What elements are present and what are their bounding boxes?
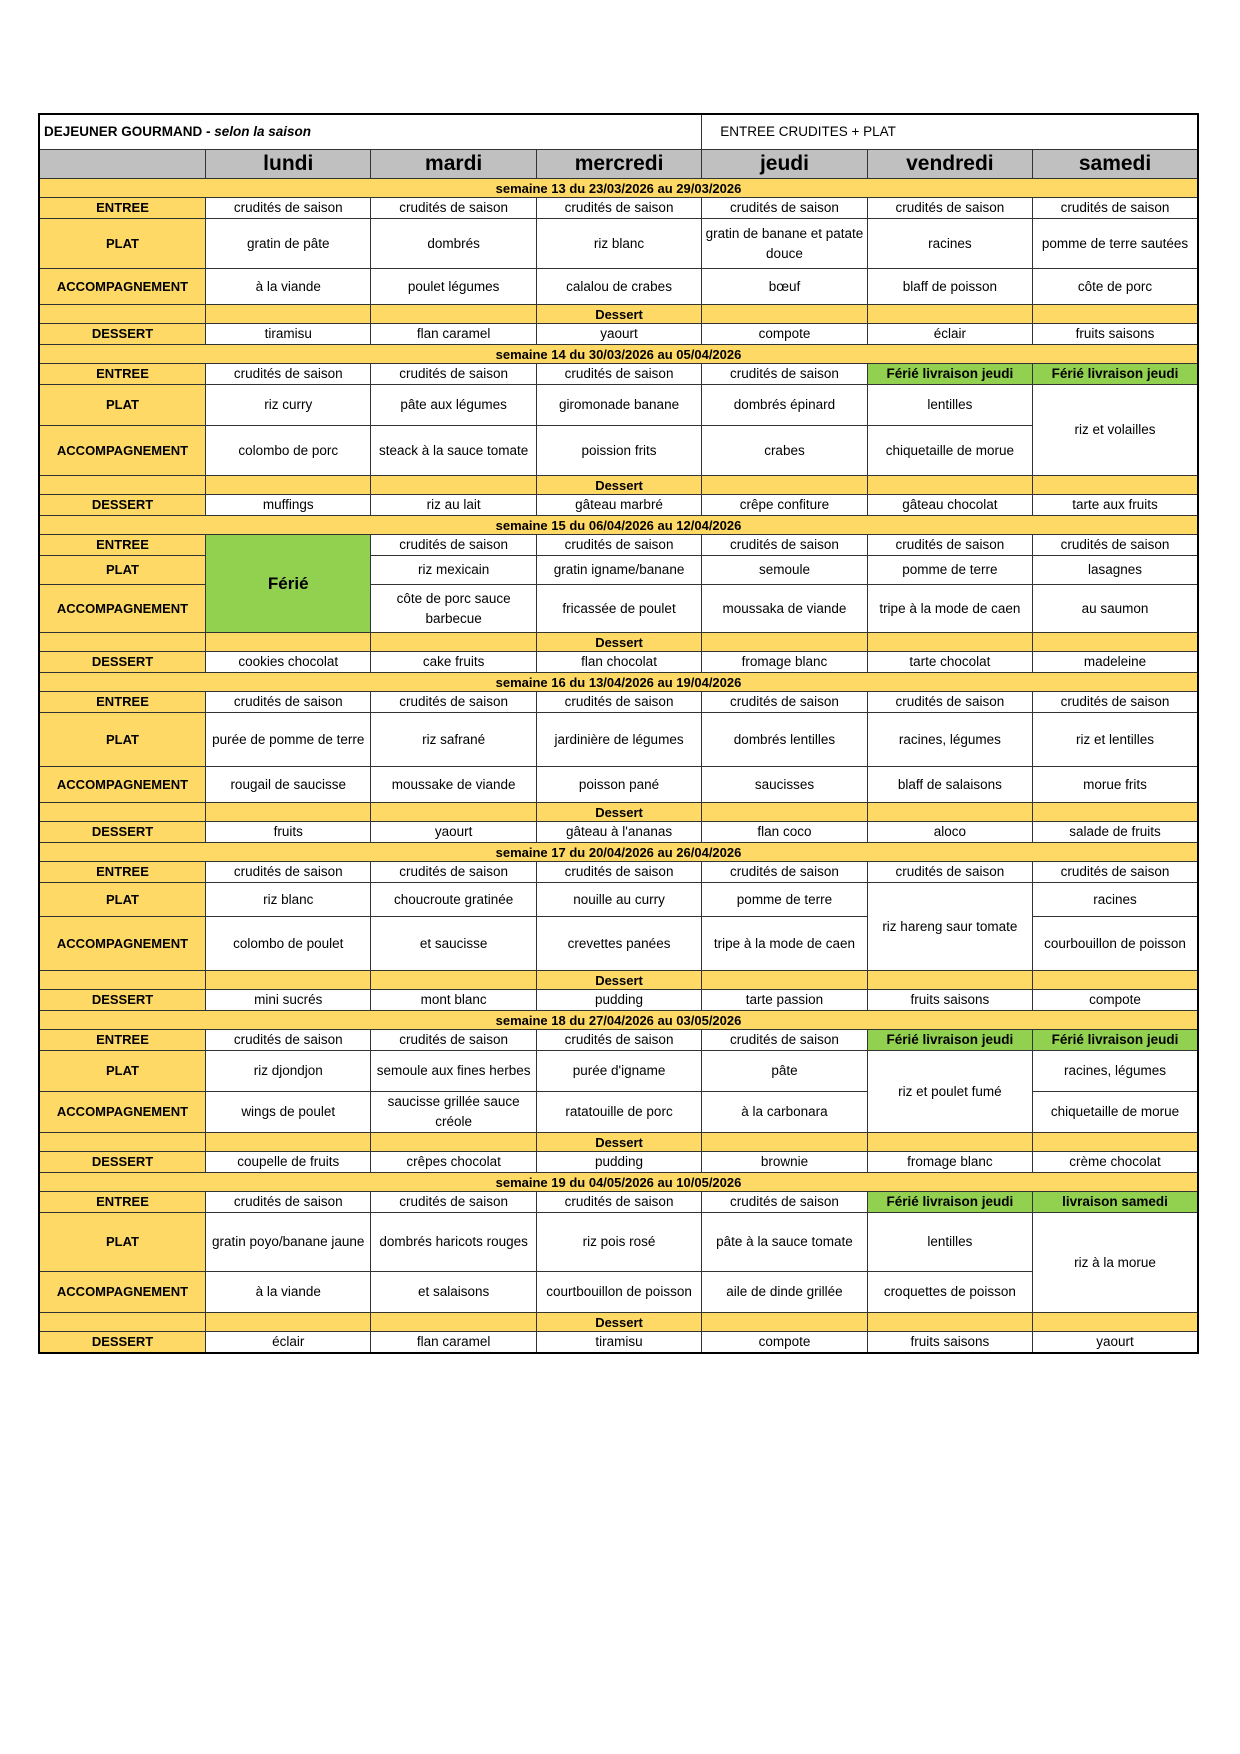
menu-cell: yaourt	[1033, 1332, 1198, 1354]
menu-cell: choucroute gratinée	[371, 883, 536, 917]
menu-cell: crudités de saison	[702, 535, 867, 556]
menu-cell: croquettes de poisson	[867, 1272, 1032, 1313]
menu-cell: flan coco	[702, 822, 867, 843]
menu-cell: mini sucrés	[206, 990, 371, 1011]
menu-cell: ratatouille de porc	[536, 1092, 701, 1133]
menu-cell: lentilles	[867, 1213, 1032, 1272]
menu-cell: poisson pané	[536, 767, 701, 803]
menu-cell: et saucisse	[371, 917, 536, 971]
menu-cell: riz blanc	[206, 883, 371, 917]
dessert-separator: Dessert	[536, 803, 701, 822]
menu-cell: fromage blanc	[702, 652, 867, 673]
menu-cell: riz djondjon	[206, 1051, 371, 1092]
row-label-dessert: DESSERT	[39, 1152, 206, 1173]
menu-cell: crudités de saison	[371, 1192, 536, 1213]
menu-cell: crêpe confiture	[702, 495, 867, 516]
menu-cell: riz blanc	[536, 219, 701, 269]
row-label-accompagnement: ACCOMPAGNEMENT	[39, 426, 206, 476]
row-label-accompagnement: ACCOMPAGNEMENT	[39, 917, 206, 971]
row-label-entree: ENTREE	[39, 198, 206, 219]
title-right	[702, 114, 1198, 150]
menu-cell: crudités de saison	[702, 198, 867, 219]
menu-cell: tarte chocolat	[867, 652, 1032, 673]
menu-cell: crudités de saison	[702, 862, 867, 883]
menu-cell: crudités de saison	[536, 862, 701, 883]
menu-cell: racines, légumes	[867, 713, 1032, 767]
menu-cell: yaourt	[536, 324, 701, 345]
menu-cell: pudding	[536, 1152, 701, 1173]
menu-cell: crudités de saison	[536, 1192, 701, 1213]
menu-cell: éclair	[206, 1332, 371, 1354]
menu-cell: crudités de saison	[867, 862, 1032, 883]
menu-cell: saucisse grillée sauce créole	[371, 1092, 536, 1133]
dessert-separator: Dessert	[536, 971, 701, 990]
menu-cell: pomme de terre sautées	[1033, 219, 1198, 269]
menu-cell: crudités de saison	[206, 198, 371, 219]
menu-cell: coupelle de fruits	[206, 1152, 371, 1173]
menu-cell: pomme de terre	[867, 556, 1032, 585]
day-header: jeudi	[702, 150, 867, 179]
menu-cell: mont blanc	[371, 990, 536, 1011]
menu-cell: crudités de saison	[867, 198, 1032, 219]
day-header: mardi	[371, 150, 536, 179]
menu-cell: compote	[1033, 990, 1198, 1011]
menu-cell: crudités de saison	[536, 1030, 701, 1051]
menu-cell: crudités de saison	[206, 862, 371, 883]
row-label-plat: PLAT	[39, 219, 206, 269]
week-header: semaine 19 du 04/05/2026 au 10/05/2026	[39, 1173, 1198, 1192]
menu-cell: crudités de saison	[206, 364, 371, 385]
week-header: semaine 13 du 23/03/2026 au 29/03/2026	[39, 179, 1198, 198]
menu-cell: crudités de saison	[536, 535, 701, 556]
menu-cell: saucisses	[702, 767, 867, 803]
menu-cell: muffings	[206, 495, 371, 516]
menu-cell: riz pois rosé	[536, 1213, 701, 1272]
row-label-dessert: DESSERT	[39, 495, 206, 516]
header-blank	[39, 150, 206, 179]
menu-cell: riz curry	[206, 385, 371, 426]
row-label-accompagnement: ACCOMPAGNEMENT	[39, 1272, 206, 1313]
menu-cell: crudités de saison	[536, 198, 701, 219]
row-label-accompagnement: ACCOMPAGNEMENT	[39, 585, 206, 633]
menu-cell: bœuf	[702, 269, 867, 305]
title-italic: selon la saison	[214, 124, 312, 139]
menu-cell: pâte à la sauce tomate	[702, 1213, 867, 1272]
week-header: semaine 14 du 30/03/2026 au 05/04/2026	[39, 345, 1198, 364]
title-right-text: ENTREE CRUDITES + PLAT	[720, 124, 896, 139]
menu-cell: racines	[867, 219, 1032, 269]
page-title	[39, 114, 702, 150]
row-label-plat: PLAT	[39, 385, 206, 426]
menu-cell: crudités de saison	[536, 364, 701, 385]
menu-cell: courtbouillon de poisson	[536, 1272, 701, 1313]
menu-cell: flan chocolat	[536, 652, 701, 673]
menu-cell: côte de porc sauce barbecue	[371, 585, 536, 633]
row-label-plat: PLAT	[39, 556, 206, 585]
menu-cell: gratin poyo/banane jaune	[206, 1213, 371, 1272]
menu-cell: chiquetaille de morue	[1033, 1092, 1198, 1133]
menu-cell: fruits saisons	[867, 1332, 1032, 1354]
menu-cell: dombrés lentilles	[702, 713, 867, 767]
holiday-cell-ferie: Férié	[206, 535, 371, 633]
row-label-dessert: DESSERT	[39, 1332, 206, 1354]
menu-cell: poission frits	[536, 426, 701, 476]
menu-cell: blaff de salaisons	[867, 767, 1032, 803]
menu-cell: courbouillon de poisson	[1033, 917, 1198, 971]
menu-cell: racines	[1033, 883, 1198, 917]
menu-cell: fromage blanc	[867, 1152, 1032, 1173]
title-main: DEJEUNER GOURMAND	[44, 124, 203, 139]
menu-cell: crudités de saison	[702, 1192, 867, 1213]
row-label-accompagnement: ACCOMPAGNEMENT	[39, 269, 206, 305]
menu-cell: colombo de poulet	[206, 917, 371, 971]
menu-cell-merged: riz à la morue	[1033, 1213, 1198, 1313]
menu-table	[38, 113, 1199, 1354]
menu-cell: crudités de saison	[1033, 862, 1198, 883]
dessert-separator: Dessert	[536, 305, 701, 324]
menu-cell: rougail de saucisse	[206, 767, 371, 803]
menu-cell: crevettes panées	[536, 917, 701, 971]
menu-cell-merged: riz et volailles	[1033, 385, 1198, 476]
menu-cell: crudités de saison	[206, 1030, 371, 1051]
menu-cell: crudités de saison	[536, 692, 701, 713]
menu-cell: chiquetaille de morue	[867, 426, 1032, 476]
holiday-cell: Férié livraison jeudi	[867, 364, 1032, 385]
menu-cell: pâte aux légumes	[371, 385, 536, 426]
menu-cell: crabes	[702, 426, 867, 476]
row-label-dessert: DESSERT	[39, 324, 206, 345]
menu-cell: aloco	[867, 822, 1032, 843]
title-separator: -	[202, 124, 215, 139]
menu-cell: crêpes chocolat	[371, 1152, 536, 1173]
menu-cell: à la viande	[206, 1272, 371, 1313]
week-header: semaine 18 du 27/04/2026 au 03/05/2026	[39, 1011, 1198, 1030]
menu-cell: crudités de saison	[206, 1192, 371, 1213]
menu-cell: brownie	[702, 1152, 867, 1173]
menu-cell: crudités de saison	[371, 692, 536, 713]
menu-cell: crudités de saison	[371, 1030, 536, 1051]
menu-cell: gratin de pâte	[206, 219, 371, 269]
menu-cell: crème chocolat	[1033, 1152, 1198, 1173]
menu-cell: crudités de saison	[1033, 198, 1198, 219]
menu-cell: crudités de saison	[867, 692, 1032, 713]
menu-cell: gâteau à l'ananas	[536, 822, 701, 843]
menu-cell: lasagnes	[1033, 556, 1198, 585]
menu-cell: purée de pomme de terre	[206, 713, 371, 767]
menu-cell: aile de dinde grillée	[702, 1272, 867, 1313]
row-label-dessert: DESSERT	[39, 822, 206, 843]
menu-cell: madeleine	[1033, 652, 1198, 673]
menu-cell: crudités de saison	[1033, 535, 1198, 556]
dessert-separator: Dessert	[536, 1133, 701, 1152]
menu-cell: crudités de saison	[702, 692, 867, 713]
holiday-cell: livraison samedi	[1033, 1192, 1198, 1213]
menu-cell: riz au lait	[371, 495, 536, 516]
menu-cell: compote	[702, 324, 867, 345]
menu-cell: crudités de saison	[371, 535, 536, 556]
row-label-plat: PLAT	[39, 1213, 206, 1272]
menu-cell: dombrés haricots rouges	[371, 1213, 536, 1272]
menu-cell: crudités de saison	[206, 692, 371, 713]
row-label-entree: ENTREE	[39, 1030, 206, 1051]
menu-cell: poulet légumes	[371, 269, 536, 305]
menu-cell: dombrés	[371, 219, 536, 269]
menu-cell: tiramisu	[536, 1332, 701, 1354]
menu-cell: éclair	[867, 324, 1032, 345]
menu-cell: riz safrané	[371, 713, 536, 767]
menu-cell: compote	[702, 1332, 867, 1354]
menu-cell: tiramisu	[206, 324, 371, 345]
menu-cell: crudités de saison	[1033, 692, 1198, 713]
row-label-accompagnement: ACCOMPAGNEMENT	[39, 1092, 206, 1133]
menu-cell: fruits saisons	[867, 990, 1032, 1011]
menu-cell: salade de fruits	[1033, 822, 1198, 843]
holiday-cell: Férié livraison jeudi	[1033, 1030, 1198, 1051]
menu-cell: giromonade banane	[536, 385, 701, 426]
menu-cell: tarte passion	[702, 990, 867, 1011]
week-header: semaine 17 du 20/04/2026 au 26/04/2026	[39, 843, 1198, 862]
menu-cell: blaff de poisson	[867, 269, 1032, 305]
menu-cell: gratin de banane et patate douce	[702, 219, 867, 269]
row-label-dessert: DESSERT	[39, 990, 206, 1011]
menu-cell: steack à la sauce tomate	[371, 426, 536, 476]
menu-cell: calalou de crabes	[536, 269, 701, 305]
menu-cell: pudding	[536, 990, 701, 1011]
menu-cell: moussake de viande	[371, 767, 536, 803]
menu-cell: moussaka de viande	[702, 585, 867, 633]
menu-cell: crudités de saison	[867, 535, 1032, 556]
menu-cell: et salaisons	[371, 1272, 536, 1313]
menu-cell: semoule aux fines herbes	[371, 1051, 536, 1092]
menu-cell: yaourt	[371, 822, 536, 843]
menu-cell: cake fruits	[371, 652, 536, 673]
day-header: mercredi	[536, 150, 701, 179]
menu-cell-merged: riz et poulet fumé	[867, 1051, 1032, 1133]
week-header: semaine 15 du 06/04/2026 au 12/04/2026	[39, 516, 1198, 535]
dessert-sep-blank	[39, 305, 206, 324]
row-label-plat: PLAT	[39, 713, 206, 767]
dessert-separator: Dessert	[536, 1313, 701, 1332]
day-header: vendredi	[867, 150, 1032, 179]
menu-cell: purée d'igname	[536, 1051, 701, 1092]
menu-cell: riz et lentilles	[1033, 713, 1198, 767]
holiday-cell: Férié livraison jeudi	[1033, 364, 1198, 385]
day-header: samedi	[1033, 150, 1198, 179]
menu-cell: crudités de saison	[371, 862, 536, 883]
menu-cell: tripe à la mode de caen	[702, 917, 867, 971]
menu-cell: flan caramel	[371, 1332, 536, 1354]
menu-cell: flan caramel	[371, 324, 536, 345]
menu-cell: fricassée de poulet	[536, 585, 701, 633]
week-header: semaine 16 du 13/04/2026 au 19/04/2026	[39, 673, 1198, 692]
menu-cell: à la carbonara	[702, 1092, 867, 1133]
row-label-entree: ENTREE	[39, 364, 206, 385]
menu-cell: crudités de saison	[702, 364, 867, 385]
row-label-entree: ENTREE	[39, 862, 206, 883]
menu-cell: gâteau chocolat	[867, 495, 1032, 516]
day-header-row	[39, 150, 1198, 179]
menu-cell: au saumon	[1033, 585, 1198, 633]
menu-cell: crudités de saison	[371, 198, 536, 219]
menu-cell: jardinière de légumes	[536, 713, 701, 767]
dessert-separator: Dessert	[536, 476, 701, 495]
menu-cell: pâte	[702, 1051, 867, 1092]
holiday-cell: Férié livraison jeudi	[867, 1030, 1032, 1051]
menu-cell: colombo de porc	[206, 426, 371, 476]
menu-cell: fruits saisons	[1033, 324, 1198, 345]
menu-cell-merged: riz hareng saur tomate	[867, 883, 1032, 971]
menu-cell: gratin igname/banane	[536, 556, 701, 585]
menu-cell: côte de porc	[1033, 269, 1198, 305]
day-header: lundi	[206, 150, 371, 179]
menu-cell: riz mexicain	[371, 556, 536, 585]
row-label-dessert: DESSERT	[39, 652, 206, 673]
row-label-entree: ENTREE	[39, 535, 206, 556]
menu-cell: tripe à la mode de caen	[867, 585, 1032, 633]
menu-cell: morue frits	[1033, 767, 1198, 803]
menu-cell: semoule	[702, 556, 867, 585]
menu-cell: lentilles	[867, 385, 1032, 426]
menu-cell: tarte aux fruits	[1033, 495, 1198, 516]
menu-cell: pomme de terre	[702, 883, 867, 917]
menu-cell: racines, légumes	[1033, 1051, 1198, 1092]
menu-cell: cookies chocolat	[206, 652, 371, 673]
holiday-cell: Férié livraison jeudi	[867, 1192, 1032, 1213]
menu-cell: gâteau marbré	[536, 495, 701, 516]
menu-cell: nouille au curry	[536, 883, 701, 917]
row-label-entree: ENTREE	[39, 692, 206, 713]
row-label-plat: PLAT	[39, 883, 206, 917]
menu-cell: wings de poulet	[206, 1092, 371, 1133]
dessert-separator: Dessert	[536, 633, 701, 652]
menu-cell: dombrés épinard	[702, 385, 867, 426]
row-label-accompagnement: ACCOMPAGNEMENT	[39, 767, 206, 803]
row-label-plat: PLAT	[39, 1051, 206, 1092]
menu-cell: à la viande	[206, 269, 371, 305]
menu-cell: crudités de saison	[702, 1030, 867, 1051]
menu-cell: crudités de saison	[371, 364, 536, 385]
row-label-entree: ENTREE	[39, 1192, 206, 1213]
menu-cell: fruits	[206, 822, 371, 843]
